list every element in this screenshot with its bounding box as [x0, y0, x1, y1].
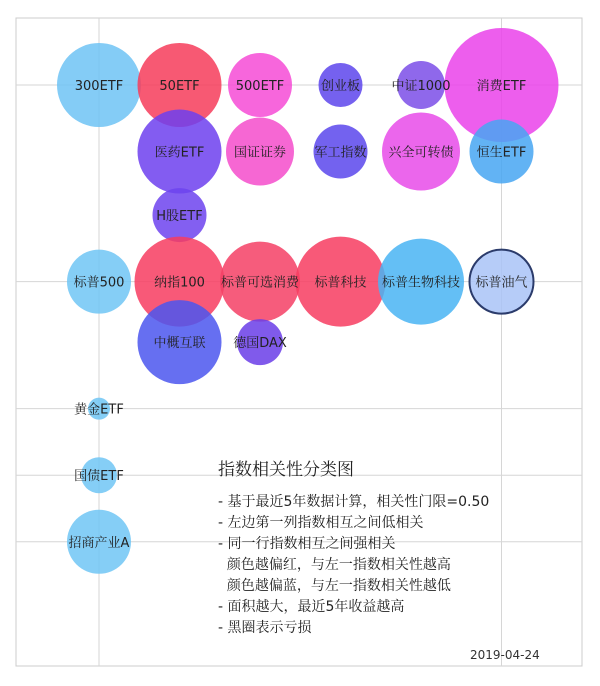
bubble-label: 300ETF: [74, 79, 124, 94]
bubble-label: 500ETF: [235, 79, 285, 94]
bubble-label: 标普科技: [314, 275, 367, 291]
bubble-label: 消费ETF: [476, 79, 527, 94]
bubble-label: 国债ETF: [74, 469, 124, 485]
chart-notes: [218, 492, 489, 639]
bubble-label: H股ETF: [156, 209, 203, 225]
bubble-label: 兴全可转债: [388, 145, 454, 161]
bubble-label: 创业板: [320, 79, 361, 94]
chart-note-line: - 同一行指数相互之间强相关: [218, 536, 396, 552]
bubble-label: 中证1000: [391, 79, 451, 94]
bubble-label: 黄金ETF: [74, 402, 124, 418]
chart-note-line: - 左边第一列指数相互之间低相关: [218, 515, 424, 531]
bubble-label: 招商产业A: [68, 535, 130, 551]
bubble-label: 标普油气: [475, 275, 528, 291]
bubble-label: 标普可选消费: [220, 275, 300, 291]
chart-date: 2019-04-24: [470, 648, 540, 662]
bubble-label: 德国DAX: [233, 336, 287, 352]
bubble-label: 标普500: [73, 275, 125, 291]
bubble-label: 国证证券: [233, 145, 287, 161]
chart-note-line: - 基于最近5年数据计算，相关性门限=0.50: [218, 494, 490, 510]
chart-note-line: - 面积越大，最近5年收益越高: [218, 599, 405, 615]
bubble-label: 军工指数: [314, 145, 367, 161]
bubble-label: 中概互联: [153, 336, 206, 352]
bubble-label: 医药ETF: [154, 145, 205, 161]
bubble-label: 50ETF: [159, 79, 200, 94]
chart-note-line: 颜色越偏红，与左一指数相关性越高: [218, 557, 451, 573]
bubble-label: 标普生物科技: [381, 275, 461, 291]
chart-note-line: - 黑圈表示亏损: [218, 620, 312, 636]
bubble-label: 纳指100: [154, 275, 205, 291]
chart-note-line: 颜色越偏蓝，与左一指数相关性越低: [218, 578, 451, 594]
chart-title: 指数相关性分类图: [218, 460, 354, 480]
bubble-label: 恒生ETF: [476, 145, 527, 161]
